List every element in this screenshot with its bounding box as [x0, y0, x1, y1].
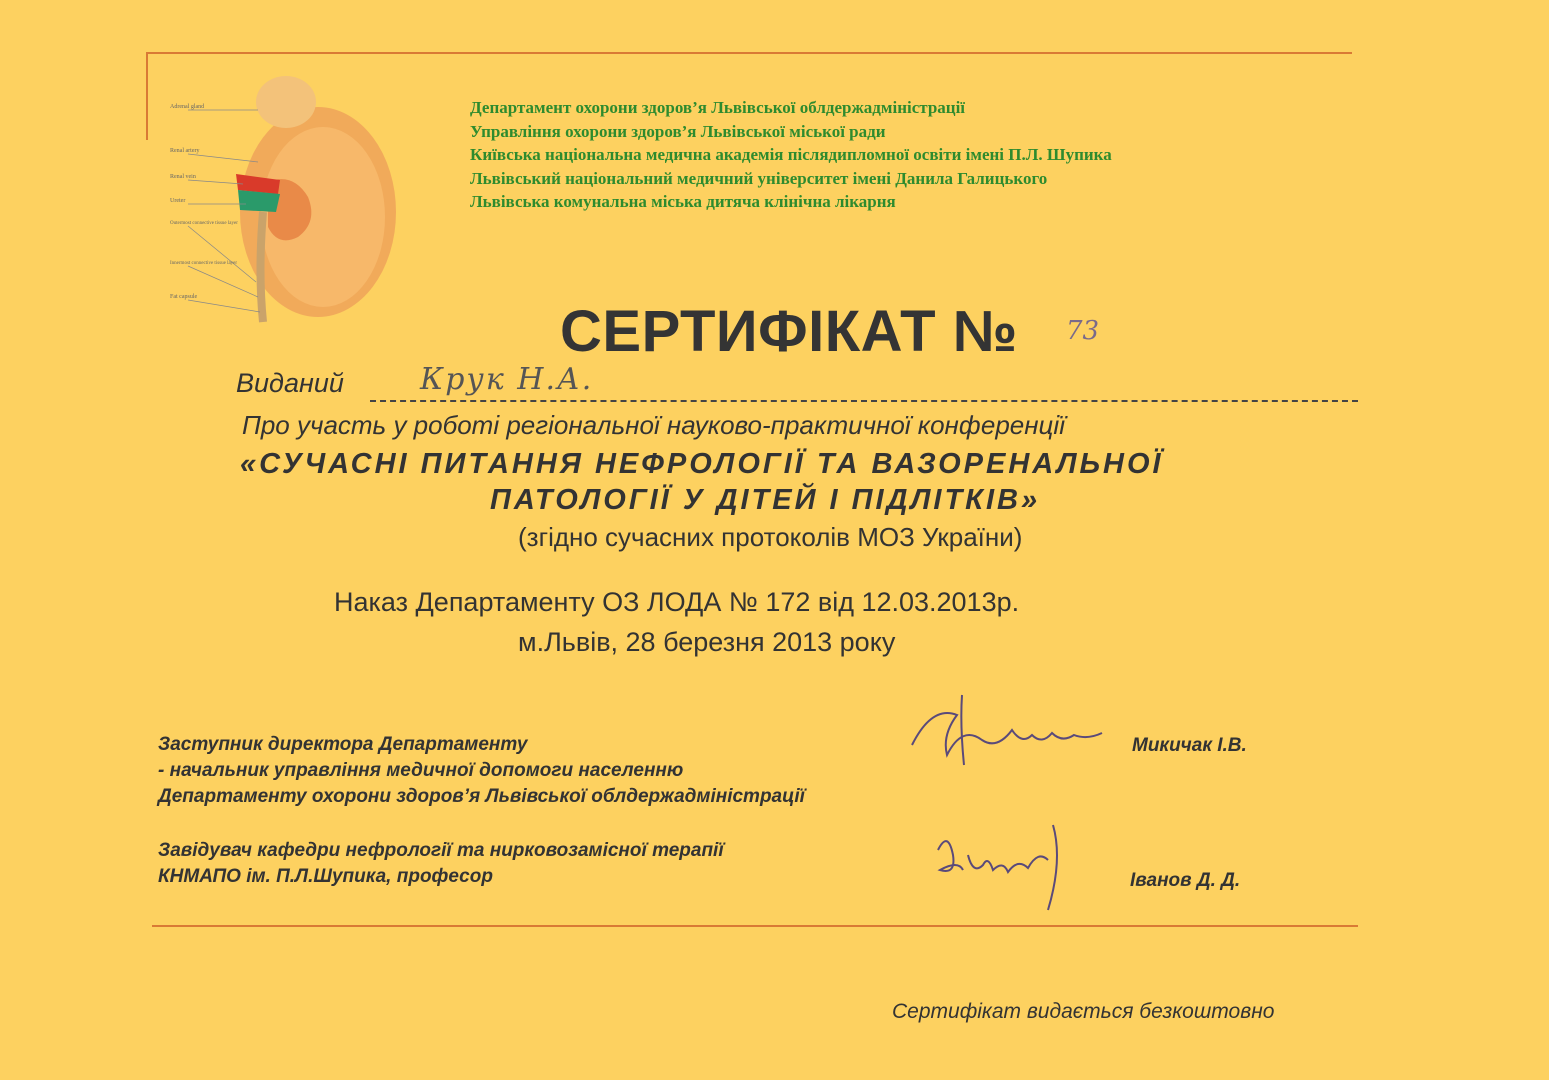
signatory1-line: Департаменту охорони здоров’я Львівської облдержадміністрації	[158, 786, 805, 807]
organization-line: Управління охорони здоров’я Львівської міської ради	[470, 121, 886, 141]
kidney-label-3: Renal vein	[170, 174, 196, 180]
kidney-illustration	[168, 62, 398, 327]
signatory2-position	[158, 838, 724, 890]
kidney-label-1: Adrenal gland	[170, 104, 205, 110]
issued-label: Виданий	[236, 368, 344, 398]
protocols-note: (згідно сучасних протоколів МОЗ України)	[518, 522, 1023, 552]
signature-2	[928, 820, 1088, 915]
frame-top-line	[146, 52, 1352, 54]
issued-underline	[370, 400, 1358, 402]
organization-line: Львівський національний медичний університет імені Данила Галицького	[470, 168, 1048, 188]
organization-line: Львівська комунальна міська дитяча клінічна лікарня	[470, 192, 896, 211]
organizations-list	[470, 96, 1112, 214]
frame-left-line	[146, 52, 148, 140]
signature-1	[902, 685, 1112, 770]
signatory2-line: Завідувач кафедри нефрології та нирковозамісної терапії	[158, 840, 724, 861]
label-line	[188, 180, 243, 184]
organization-line: Київська національна медична академія післядипломної освіти імені П.Л. Шупика	[470, 145, 1112, 164]
conference-title-line1: «СУЧАСНІ ПИТАННЯ НЕФРОЛОГІЇ ТА ВАЗОРЕНАЛЬНОЇ	[240, 448, 1164, 480]
certificate-title: СЕРТИФІКАТ №	[560, 299, 1018, 364]
certificate-number: 73	[1066, 316, 1100, 346]
signatory2-line: КНМАПО ім. П.Л.Шупика, професор	[158, 866, 493, 887]
signatory2-name: Іванов Д. Д.	[1130, 870, 1241, 891]
organization-line: Департамент охорони здоров’я Львівської облдержадміністрації	[470, 98, 966, 117]
recipient-name: Крук Н.А.	[420, 362, 594, 397]
footer-note: Сертифікат видається безкоштовно	[892, 1000, 1275, 1023]
kidney-label-6: Innermost connective tissue layer	[170, 261, 238, 266]
kidney-label-5: Outermost connective tissue layer	[170, 221, 238, 226]
order-text: Наказ Департаменту ОЗ ЛОДА № 172 від 12.03.2013р.	[334, 587, 1020, 617]
signatory1-line: - начальник управління медичної допомоги населенню	[158, 760, 684, 781]
participation-text: Про участь у роботі регіональної науково-практичної конференції	[242, 410, 1065, 440]
signatory1-line: Заступник директора Департаменту	[158, 734, 528, 755]
kidney-label-7: Fat capsule	[170, 294, 198, 300]
conference-title-line2: ПАТОЛОГІЇ У ДІТЕЙ І ПІДЛІТКІВ»	[490, 484, 1041, 516]
signatory1-position	[158, 732, 805, 810]
kidney-label-4: Ureter	[170, 198, 186, 204]
label-line	[188, 266, 258, 297]
signatory1-name: Микичак І.В.	[1132, 735, 1247, 756]
kidney-label-2: Renal artery	[170, 148, 200, 154]
place-date: м.Львів, 28 березня 2013 року	[518, 627, 896, 657]
label-line	[188, 154, 258, 162]
frame-bottom-line	[152, 925, 1358, 927]
label-line	[188, 300, 260, 312]
